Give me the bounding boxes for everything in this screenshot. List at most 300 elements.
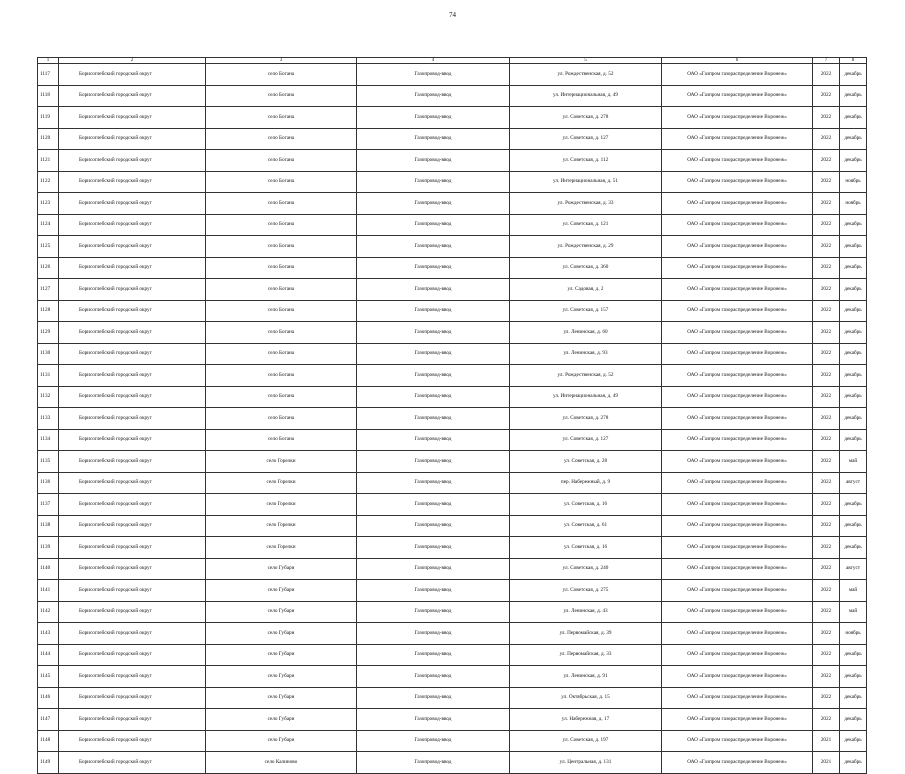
district-cell: Борисоглебский городской округ <box>59 300 206 322</box>
table-row <box>38 666 867 688</box>
address-cell: ул. Набережная, д. 17 <box>510 709 662 731</box>
year-cell: 2022 <box>813 515 840 537</box>
organization-cell: ОАО «Газпром газораспределение Воронеж» <box>662 408 813 430</box>
object-type-cell: Газопровод-ввод <box>357 408 510 430</box>
year-cell: 2022 <box>813 279 840 301</box>
organization-cell: ОАО «Газпром газораспределение Воронеж» <box>662 193 813 215</box>
row-number: 1134 <box>38 429 59 451</box>
object-type-cell: Газопровод-ввод <box>357 150 510 172</box>
row-number: 1130 <box>38 343 59 365</box>
year-cell: 2021 <box>813 730 840 752</box>
address-cell: ул. Рождественская, д. 52 <box>510 64 662 86</box>
month-cell: декабрь <box>840 386 867 408</box>
organization-cell: ОАО «Газпром газораспределение Воронеж» <box>662 85 813 107</box>
year-cell: 2022 <box>813 343 840 365</box>
row-number: 1133 <box>38 408 59 430</box>
row-number: 1149 <box>38 752 59 774</box>
table-row <box>38 752 867 774</box>
address-cell: ул. Рождественская, д. 52 <box>510 365 662 387</box>
year-cell: 2022 <box>813 85 840 107</box>
district-cell: Борисоглебский городской округ <box>59 279 206 301</box>
month-cell: декабрь <box>840 128 867 150</box>
month-cell: декабрь <box>840 537 867 559</box>
district-cell: Борисоглебский городской округ <box>59 623 206 645</box>
settlement-cell: село Губари <box>206 623 357 645</box>
year-cell: 2022 <box>813 580 840 602</box>
year-cell: 2022 <box>813 365 840 387</box>
object-type-cell: Газопровод-ввод <box>357 709 510 731</box>
object-type-cell: Газопровод-ввод <box>357 107 510 129</box>
table-row <box>38 214 867 236</box>
district-cell: Борисоглебский городской округ <box>59 644 206 666</box>
row-number: 1147 <box>38 709 59 731</box>
table-row <box>38 730 867 752</box>
district-cell: Борисоглебский городской округ <box>59 666 206 688</box>
object-type-cell: Газопровод-ввод <box>357 472 510 494</box>
year-cell: 2022 <box>813 558 840 580</box>
month-cell: ноябрь <box>840 171 867 193</box>
organization-cell: ОАО «Газпром газораспределение Воронеж» <box>662 322 813 344</box>
organization-cell: ОАО «Газпром газораспределение Воронеж» <box>662 365 813 387</box>
district-cell: Борисоглебский городской округ <box>59 64 206 86</box>
table-row <box>38 171 867 193</box>
month-cell: декабрь <box>840 236 867 258</box>
address-cell: ул. Октябрьская, д. 15 <box>510 687 662 709</box>
district-cell: Борисоглебский городской округ <box>59 752 206 774</box>
object-type-cell: Газопровод-ввод <box>357 644 510 666</box>
district-cell: Борисоглебский городской округ <box>59 472 206 494</box>
month-cell: декабрь <box>840 429 867 451</box>
settlement-cell: село Губари <box>206 601 357 623</box>
object-type-cell: Газопровод-ввод <box>357 365 510 387</box>
settlement-cell: село Губари <box>206 558 357 580</box>
table-body <box>38 58 867 774</box>
address-cell: ул. Интернациональная, д. 49 <box>510 85 662 107</box>
gas-pipeline-table <box>37 57 867 774</box>
table-row <box>38 687 867 709</box>
month-cell: август <box>840 558 867 580</box>
row-number: 1139 <box>38 537 59 559</box>
organization-cell: ОАО «Газпром газораспределение Воронеж» <box>662 429 813 451</box>
object-type-cell: Газопровод-ввод <box>357 537 510 559</box>
month-cell: декабрь <box>840 644 867 666</box>
organization-cell: ОАО «Газпром газораспределение Воронеж» <box>662 171 813 193</box>
organization-cell: ОАО «Газпром газораспределение Воронеж» <box>662 580 813 602</box>
district-cell: Борисоглебский городской округ <box>59 85 206 107</box>
object-type-cell: Газопровод-ввод <box>357 214 510 236</box>
address-cell: ул. Центральная, д. 131 <box>510 752 662 774</box>
row-number: 1125 <box>38 236 59 258</box>
year-cell: 2022 <box>813 429 840 451</box>
object-type-cell: Газопровод-ввод <box>357 300 510 322</box>
row-number: 1120 <box>38 128 59 150</box>
year-cell: 2021 <box>813 752 840 774</box>
settlement-cell: село Калиново <box>206 752 357 774</box>
table-row <box>38 279 867 301</box>
row-number: 1126 <box>38 257 59 279</box>
month-cell: декабрь <box>840 85 867 107</box>
address-cell: ул. Советская, д. 127 <box>510 128 662 150</box>
row-number: 1119 <box>38 107 59 129</box>
object-type-cell: Газопровод-ввод <box>357 429 510 451</box>
address-cell: ул. Советская, д. 112 <box>510 150 662 172</box>
year-cell: 2022 <box>813 537 840 559</box>
month-cell: декабрь <box>840 322 867 344</box>
address-cell: ул. Ленинская, д. 43 <box>510 601 662 623</box>
address-cell: ул. Советская, д. 278 <box>510 408 662 430</box>
organization-cell: ОАО «Газпром газораспределение Воронеж» <box>662 472 813 494</box>
month-cell: декабрь <box>840 279 867 301</box>
table-row <box>38 257 867 279</box>
year-cell: 2022 <box>813 107 840 129</box>
organization-cell: ОАО «Газпром газораспределение Воронеж» <box>662 64 813 86</box>
table-row <box>38 623 867 645</box>
header-cell-4: 4 <box>357 58 510 64</box>
district-cell: Борисоглебский городской округ <box>59 343 206 365</box>
month-cell: декабрь <box>840 365 867 387</box>
row-number: 1135 <box>38 451 59 473</box>
table-row <box>38 494 867 516</box>
row-number: 1148 <box>38 730 59 752</box>
organization-cell: ОАО «Газпром газораспределение Воронеж» <box>662 515 813 537</box>
row-number: 1127 <box>38 279 59 301</box>
table-row <box>38 451 867 473</box>
month-cell: ноябрь <box>840 193 867 215</box>
year-cell: 2022 <box>813 193 840 215</box>
month-cell: декабрь <box>840 257 867 279</box>
row-number: 1132 <box>38 386 59 408</box>
district-cell: Борисоглебский городской округ <box>59 214 206 236</box>
district-cell: Борисоглебский городской округ <box>59 601 206 623</box>
address-cell: ул. Интернациональная, д. 49 <box>510 386 662 408</box>
row-number: 1141 <box>38 580 59 602</box>
table-row <box>38 107 867 129</box>
table-row <box>38 386 867 408</box>
district-cell: Борисоглебский городской округ <box>59 322 206 344</box>
year-cell: 2022 <box>813 128 840 150</box>
organization-cell: ОАО «Газпром газораспределение Воронеж» <box>662 730 813 752</box>
address-cell: ул. Советская, д. 16 <box>510 494 662 516</box>
object-type-cell: Газопровод-ввод <box>357 601 510 623</box>
row-number: 1140 <box>38 558 59 580</box>
row-number: 1123 <box>38 193 59 215</box>
object-type-cell: Газопровод-ввод <box>357 623 510 645</box>
row-number: 1136 <box>38 472 59 494</box>
district-cell: Борисоглебский городской округ <box>59 193 206 215</box>
settlement-cell: село Губари <box>206 730 357 752</box>
organization-cell: ОАО «Газпром газораспределение Воронеж» <box>662 752 813 774</box>
table-row <box>38 343 867 365</box>
table-row <box>38 365 867 387</box>
row-number: 1146 <box>38 687 59 709</box>
organization-cell: ОАО «Газпром газораспределение Воронеж» <box>662 386 813 408</box>
settlement-cell: село Губари <box>206 709 357 731</box>
row-number: 1128 <box>38 300 59 322</box>
settlement-cell: село Богана <box>206 322 357 344</box>
month-cell: май <box>840 601 867 623</box>
month-cell: декабрь <box>840 515 867 537</box>
month-cell: декабрь <box>840 666 867 688</box>
year-cell: 2022 <box>813 214 840 236</box>
object-type-cell: Газопровод-ввод <box>357 85 510 107</box>
address-cell: ул. Советская, д. 278 <box>510 107 662 129</box>
address-cell: ул. Рождественская, д. 33 <box>510 193 662 215</box>
organization-cell: ОАО «Газпром газораспределение Воронеж» <box>662 128 813 150</box>
header-cell-3: 3 <box>206 58 357 64</box>
month-cell: декабрь <box>840 150 867 172</box>
table-row <box>38 85 867 107</box>
month-cell: декабрь <box>840 730 867 752</box>
table-row <box>38 709 867 731</box>
row-number: 1131 <box>38 365 59 387</box>
header-cell-2: 2 <box>59 58 206 64</box>
organization-cell: ОАО «Газпром газораспределение Воронеж» <box>662 709 813 731</box>
address-cell: ул. Советская, д. 121 <box>510 214 662 236</box>
month-cell: декабрь <box>840 709 867 731</box>
page-number: 74 <box>449 11 456 19</box>
district-cell: Борисоглебский городской округ <box>59 537 206 559</box>
table-row <box>38 322 867 344</box>
settlement-cell: село Богана <box>206 408 357 430</box>
settlement-cell: село Губари <box>206 644 357 666</box>
settlement-cell: село Богана <box>206 64 357 86</box>
settlement-cell: село Горелки <box>206 451 357 473</box>
address-cell: ул. Ленинская, д. 60 <box>510 322 662 344</box>
settlement-cell: село Богана <box>206 365 357 387</box>
year-cell: 2022 <box>813 644 840 666</box>
address-cell: ул. Советская, д. 28 <box>510 451 662 473</box>
address-cell: ул. Ленинская, д. 91 <box>510 666 662 688</box>
object-type-cell: Газопровод-ввод <box>357 322 510 344</box>
row-number: 1122 <box>38 171 59 193</box>
year-cell: 2022 <box>813 408 840 430</box>
organization-cell: ОАО «Газпром газораспределение Воронеж» <box>662 257 813 279</box>
object-type-cell: Газопровод-ввод <box>357 451 510 473</box>
header-cell-8: 8 <box>840 58 867 64</box>
settlement-cell: село Богана <box>206 214 357 236</box>
district-cell: Борисоглебский городской округ <box>59 730 206 752</box>
month-cell: декабрь <box>840 494 867 516</box>
month-cell: декабрь <box>840 214 867 236</box>
district-cell: Борисоглебский городской округ <box>59 580 206 602</box>
row-number: 1118 <box>38 85 59 107</box>
month-cell: май <box>840 451 867 473</box>
object-type-cell: Газопровод-ввод <box>357 171 510 193</box>
year-cell: 2022 <box>813 494 840 516</box>
address-cell: ул. Садовая, д. 2 <box>510 279 662 301</box>
row-number: 1142 <box>38 601 59 623</box>
year-cell: 2022 <box>813 386 840 408</box>
settlement-cell: село Губари <box>206 666 357 688</box>
header-cell-6: 6 <box>662 58 813 64</box>
district-cell: Борисоглебский городской округ <box>59 408 206 430</box>
organization-cell: ОАО «Газпром газораспределение Воронеж» <box>662 666 813 688</box>
organization-cell: ОАО «Газпром газораспределение Воронеж» <box>662 687 813 709</box>
address-cell: пер. Набережный, д. 9 <box>510 472 662 494</box>
year-cell: 2022 <box>813 150 840 172</box>
settlement-cell: село Богана <box>206 171 357 193</box>
year-cell: 2022 <box>813 687 840 709</box>
table-row <box>38 515 867 537</box>
month-cell: август <box>840 472 867 494</box>
address-cell: ул. Ленинская, д. 93 <box>510 343 662 365</box>
row-number: 1144 <box>38 644 59 666</box>
month-cell: декабрь <box>840 408 867 430</box>
organization-cell: ОАО «Газпром газораспределение Воронеж» <box>662 279 813 301</box>
organization-cell: ОАО «Газпром газораспределение Воронеж» <box>662 236 813 258</box>
district-cell: Борисоглебский городской округ <box>59 386 206 408</box>
table-row <box>38 128 867 150</box>
table-row <box>38 472 867 494</box>
district-cell: Борисоглебский городской округ <box>59 257 206 279</box>
table-row <box>38 429 867 451</box>
district-cell: Борисоглебский городской округ <box>59 687 206 709</box>
address-cell: ул. Советская, д. 16 <box>510 537 662 559</box>
organization-cell: ОАО «Газпром газораспределение Воронеж» <box>662 558 813 580</box>
object-type-cell: Газопровод-ввод <box>357 752 510 774</box>
organization-cell: ОАО «Газпром газораспределение Воронеж» <box>662 150 813 172</box>
address-cell: ул. Советская, д. 240 <box>510 558 662 580</box>
address-cell: ул. Советская, д. 127 <box>510 429 662 451</box>
district-cell: Борисоглебский городской округ <box>59 494 206 516</box>
object-type-cell: Газопровод-ввод <box>357 343 510 365</box>
settlement-cell: село Богана <box>206 279 357 301</box>
address-cell: ул. Советская, д. 157 <box>510 300 662 322</box>
organization-cell: ОАО «Газпром газораспределение Воронеж» <box>662 644 813 666</box>
month-cell: декабрь <box>840 300 867 322</box>
month-cell: декабрь <box>840 687 867 709</box>
settlement-cell: село Богана <box>206 386 357 408</box>
district-cell: Борисоглебский городской округ <box>59 365 206 387</box>
row-number: 1145 <box>38 666 59 688</box>
district-cell: Борисоглебский городской округ <box>59 107 206 129</box>
object-type-cell: Газопровод-ввод <box>357 494 510 516</box>
table-row <box>38 558 867 580</box>
row-number: 1117 <box>38 64 59 86</box>
organization-cell: ОАО «Газпром газораспределение Воронеж» <box>662 214 813 236</box>
settlement-cell: село Богана <box>206 300 357 322</box>
settlement-cell: село Губари <box>206 580 357 602</box>
address-cell: ул. Рождественская, д. 29 <box>510 236 662 258</box>
district-cell: Борисоглебский городской округ <box>59 171 206 193</box>
table-row <box>38 64 867 86</box>
row-number: 1138 <box>38 515 59 537</box>
year-cell: 2022 <box>813 171 840 193</box>
year-cell: 2022 <box>813 666 840 688</box>
month-cell: декабрь <box>840 343 867 365</box>
month-cell: ноябрь <box>840 623 867 645</box>
month-cell: май <box>840 580 867 602</box>
year-cell: 2022 <box>813 257 840 279</box>
organization-cell: ОАО «Газпром газораспределение Воронеж» <box>662 601 813 623</box>
address-cell: ул. Советская, д. 275 <box>510 580 662 602</box>
address-cell: ул. Первомайская, д. 33 <box>510 644 662 666</box>
table-row <box>38 150 867 172</box>
object-type-cell: Газопровод-ввод <box>357 64 510 86</box>
district-cell: Борисоглебский городской округ <box>59 429 206 451</box>
year-cell: 2022 <box>813 709 840 731</box>
object-type-cell: Газопровод-ввод <box>357 128 510 150</box>
address-cell: ул. Первомайская, д. 39 <box>510 623 662 645</box>
settlement-cell: село Богана <box>206 85 357 107</box>
organization-cell: ОАО «Газпром газораспределение Воронеж» <box>662 494 813 516</box>
object-type-cell: Газопровод-ввод <box>357 386 510 408</box>
object-type-cell: Газопровод-ввод <box>357 580 510 602</box>
row-number: 1129 <box>38 322 59 344</box>
settlement-cell: село Губари <box>206 687 357 709</box>
object-type-cell: Газопровод-ввод <box>357 515 510 537</box>
month-cell: декабрь <box>840 107 867 129</box>
table-row <box>38 537 867 559</box>
year-cell: 2022 <box>813 64 840 86</box>
year-cell: 2022 <box>813 322 840 344</box>
year-cell: 2022 <box>813 451 840 473</box>
settlement-cell: село Горелки <box>206 515 357 537</box>
month-cell: декабрь <box>840 752 867 774</box>
object-type-cell: Газопровод-ввод <box>357 279 510 301</box>
district-cell: Борисоглебский городской округ <box>59 150 206 172</box>
row-number: 1121 <box>38 150 59 172</box>
settlement-cell: село Богана <box>206 128 357 150</box>
organization-cell: ОАО «Газпром газораспределение Воронеж» <box>662 451 813 473</box>
organization-cell: ОАО «Газпром газораспределение Воронеж» <box>662 537 813 559</box>
district-cell: Борисоглебский городской округ <box>59 558 206 580</box>
address-cell: ул. Советская, д. 61 <box>510 515 662 537</box>
district-cell: Борисоглебский городской округ <box>59 515 206 537</box>
header-cell-7: 7 <box>813 58 840 64</box>
object-type-cell: Газопровод-ввод <box>357 666 510 688</box>
address-cell: ул. Советская, д. 360 <box>510 257 662 279</box>
table-row <box>38 236 867 258</box>
district-cell: Борисоглебский городской округ <box>59 128 206 150</box>
row-number: 1137 <box>38 494 59 516</box>
address-cell: ул. Советская, д. 197 <box>510 730 662 752</box>
row-number: 1143 <box>38 623 59 645</box>
district-cell: Борисоглебский городской округ <box>59 709 206 731</box>
settlement-cell: село Богана <box>206 150 357 172</box>
header-cell-1: 1 <box>38 58 59 64</box>
table-row <box>38 580 867 602</box>
object-type-cell: Газопровод-ввод <box>357 730 510 752</box>
settlement-cell: село Горелки <box>206 472 357 494</box>
address-cell: ул. Интернациональная, д. 51 <box>510 171 662 193</box>
district-cell: Борисоглебский городской округ <box>59 236 206 258</box>
year-cell: 2022 <box>813 236 840 258</box>
year-cell: 2022 <box>813 472 840 494</box>
table-row <box>38 300 867 322</box>
settlement-cell: село Богана <box>206 236 357 258</box>
table-row <box>38 193 867 215</box>
header-cell-5: 5 <box>510 58 662 64</box>
organization-cell: ОАО «Газпром газораспределение Воронеж» <box>662 623 813 645</box>
year-cell: 2022 <box>813 300 840 322</box>
district-cell: Борисоглебский городской округ <box>59 451 206 473</box>
year-cell: 2022 <box>813 601 840 623</box>
organization-cell: ОАО «Газпром газораспределение Воронеж» <box>662 343 813 365</box>
table-row <box>38 601 867 623</box>
organization-cell: ОАО «Газпром газораспределение Воронеж» <box>662 107 813 129</box>
organization-cell: ОАО «Газпром газораспределение Воронеж» <box>662 300 813 322</box>
object-type-cell: Газопровод-ввод <box>357 257 510 279</box>
object-type-cell: Газопровод-ввод <box>357 236 510 258</box>
table-row <box>38 408 867 430</box>
settlement-cell: село Богана <box>206 107 357 129</box>
month-cell: декабрь <box>840 64 867 86</box>
settlement-cell: село Горелки <box>206 537 357 559</box>
settlement-cell: село Богана <box>206 429 357 451</box>
object-type-cell: Газопровод-ввод <box>357 193 510 215</box>
year-cell: 2022 <box>813 623 840 645</box>
